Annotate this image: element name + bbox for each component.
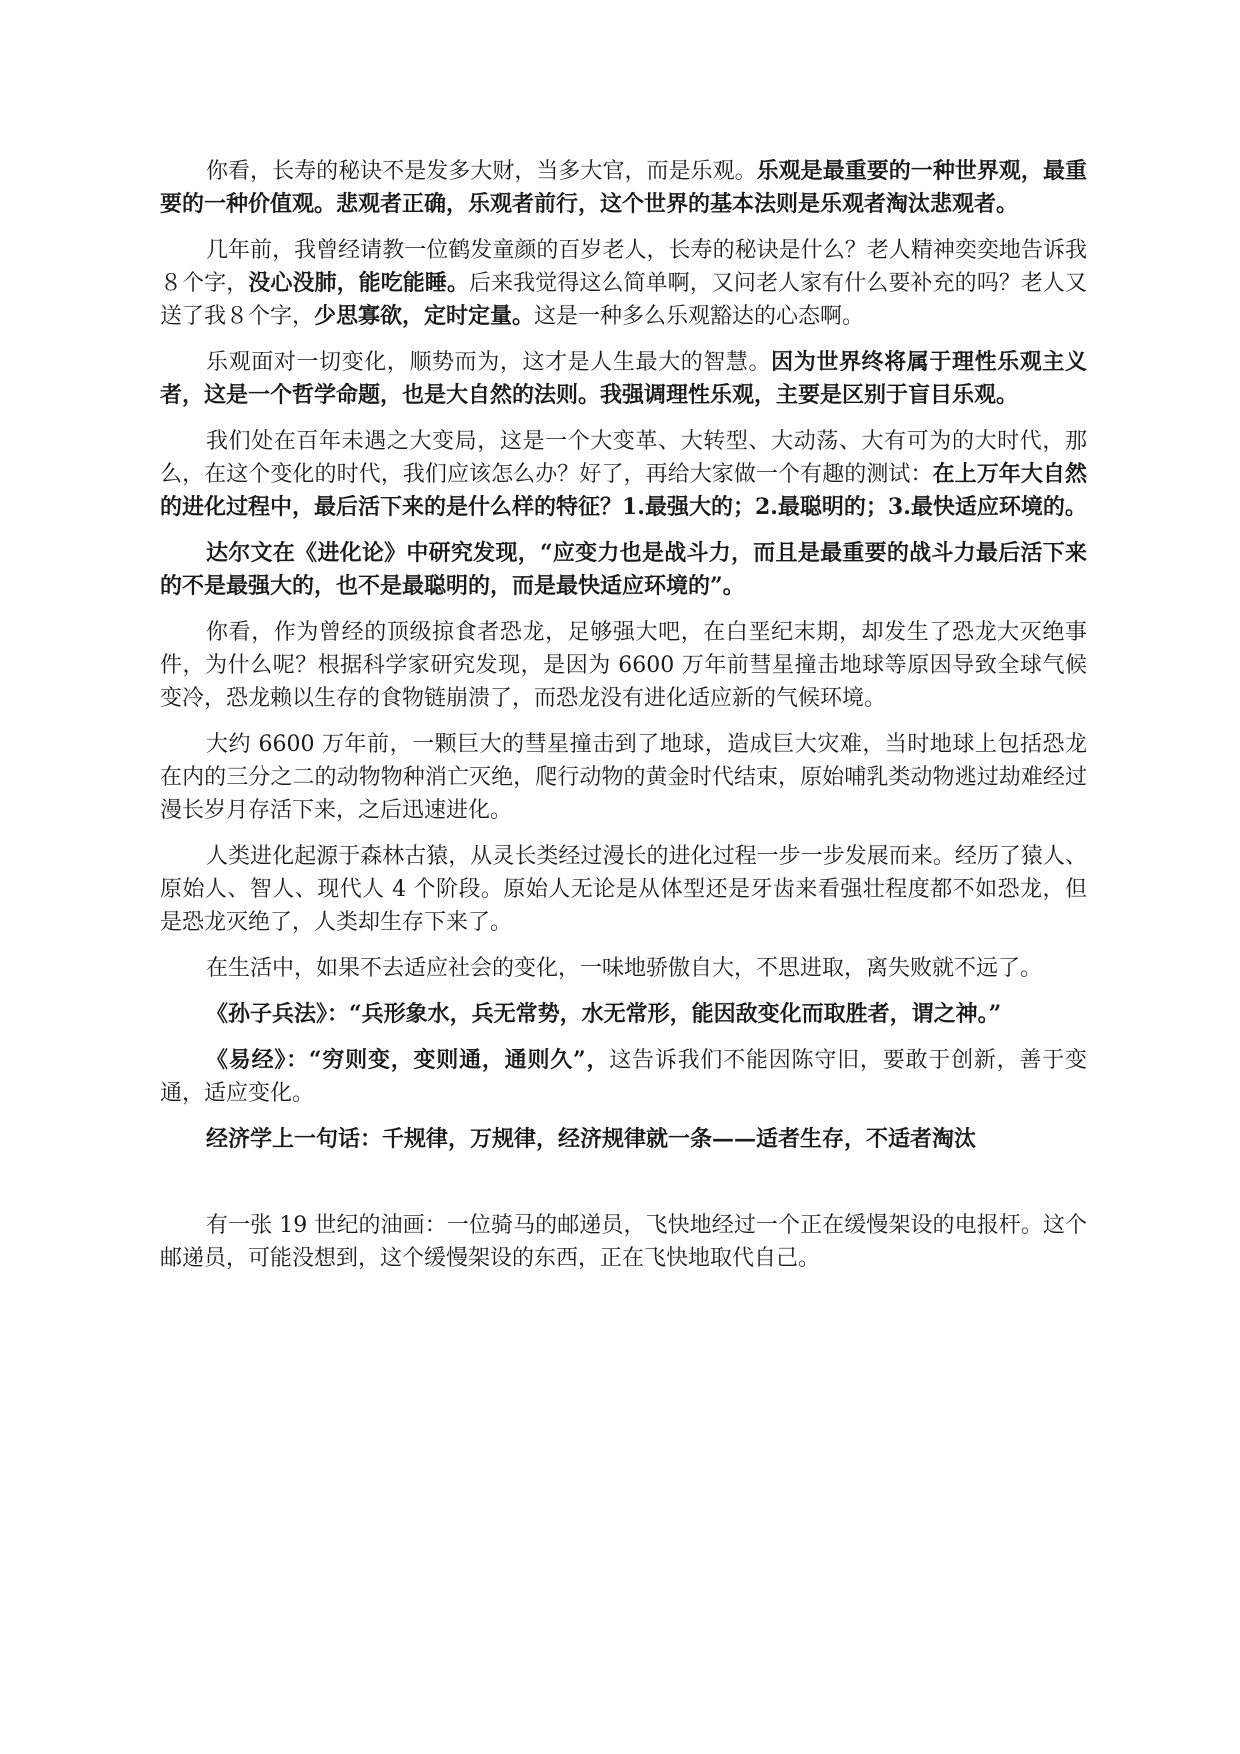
bold-text-run: 乐观是最重要的一种世界观，最重要的一种价值观。悲观者正确，乐观者前行，这个世界的基本法则是乐观者淘汰悲观者。: [160, 158, 1087, 217]
text-run: 我们处在百年未遇之大变局，这是一个大变革、大转型、大动荡、大有可为的大时代，那么，在这个变化的时代，我们应该怎么办？好了，再给大家做一个有趣的测试：: [160, 429, 1087, 487]
paragraph: [160, 728, 1087, 827]
paragraph: [160, 425, 1087, 524]
bold-text-run: 因为世界终将属于理性乐观主义者，这是一个哲学命题，也是大自然的法则。我强调理性乐观，主要是区别于盲目乐观。: [160, 349, 1087, 408]
paragraph: [160, 998, 1087, 1031]
paragraph: [160, 234, 1087, 333]
bold-text-run: 在上万年大自然的进化过程中，最后活下来的是什么样的特征？1.最强大的；2.最聪明的；3.最快适应环境的。: [160, 461, 1087, 520]
paragraph: [160, 840, 1087, 939]
bold-text-run: 达尔文在《进化论》中研究发现，“应变力也是战斗力，而且是最重要的战斗力最后活下来的不是最强大的，也不是最聪明的，而是最快适应环境的”。: [160, 540, 1087, 599]
bold-text-run: 少思寡欲，定时定量。: [314, 303, 535, 329]
bold-text-run: 经济学上一句话：千规律，万规律，经济规律就一条——适者生存，不适者淘汰: [206, 1126, 977, 1152]
bold-text-run: 《孙子兵法》：“兵形象水，兵无常势，水无常形，能因敌变化而取胜者，谓之神。”: [206, 1001, 1002, 1027]
bold-text-run: 没心没肺，能吃能睡。: [248, 270, 470, 296]
paragraph: [160, 1044, 1087, 1110]
paragraph: [160, 616, 1087, 715]
text-run: 有一张 19 世纪的油画：一位骑马的邮递员，飞快地经过一个正在缓慢架设的电报杆。这个邮递员，可能没想到，这个缓慢架设的东西，正在飞快地取代自己。: [160, 1213, 1087, 1271]
text-run: 这告诉我们不能因陈守旧，要敢于创新，善于变通，适应变化。: [160, 1048, 1087, 1106]
paragraph: [160, 1209, 1087, 1275]
text-run: 你看，长寿的秘诀不是发多大财，当多大官，而是乐观。: [206, 159, 757, 184]
paragraph: [160, 155, 1087, 221]
text-run: 这是一种多么乐观豁达的心态啊。: [534, 304, 865, 329]
paragraph-gap: [160, 1169, 1087, 1209]
paragraph: [160, 1123, 1087, 1156]
text-run: 人类进化起源于森林古猿，从灵长类经过漫长的进化过程一步一步发展而来。经历了猿人、原始人、智人、现代人 4 个阶段。原始人无论是从体型还是牙齿来看强壮程度都不如恐龙，但是恐龙灭绝了，人类却生存下来了。: [160, 844, 1087, 935]
paragraph: [160, 952, 1087, 985]
text-run: 乐观面对一切变化，顺势而为，这才是人生最大的智慧。: [206, 350, 772, 375]
text-run: 在生活中，如果不去适应社会的变化，一味地骄傲自大，不思进取，离失败就不远了。: [206, 956, 1043, 981]
paragraph: [160, 346, 1087, 412]
text-run: 后来我觉得这么简单啊，又问老人家有什么要补充的吗？老人又送了我８个字，: [160, 271, 1087, 329]
text-run: 你看，作为曾经的顶级掠食者恐龙，足够强大吧，在白垩纪末期，却发生了恐龙大灭绝事件，为什么呢？根据科学家研究发现，是因为 6600 万年前彗星撞击地球等原因导致全球气候变冷，恐龙赖以生存的食物链崩溃了，而恐龙没有进化适应新的气候环境。: [160, 620, 1087, 711]
bold-text-run: 《易经》：“穷则变，变则通，通则久”，: [206, 1047, 610, 1073]
paragraph: [160, 537, 1087, 603]
text-run: 大约 6600 万年前，一颗巨大的彗星撞击到了地球，造成巨大灾难，当时地球上包括恐龙在内的三分之二的动物物种消亡灭绝，爬行动物的黄金时代结束，原始哺乳类动物逃过劫难经过漫长岁月存活下来，之后迅速进化。: [160, 732, 1087, 823]
text-run: 几年前，我曾经请教一位鹤发童颜的百岁老人，长寿的秘诀是什么？老人精神奕奕地告诉我８个字，: [160, 238, 1087, 296]
